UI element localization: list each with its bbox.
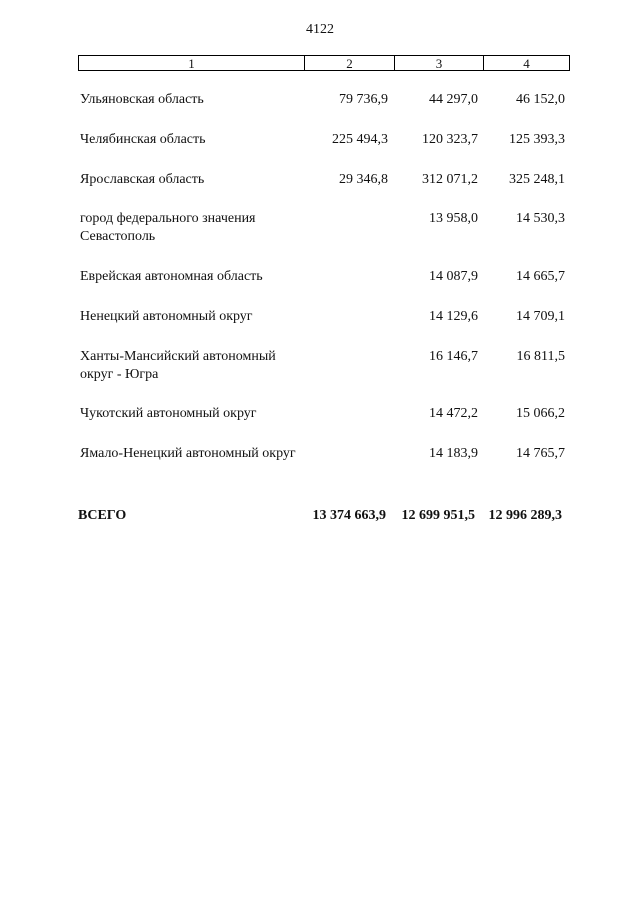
value-col-4: 14 709,1 [516,309,565,324]
value-col-4: 325 248,1 [509,172,565,187]
column-header-3: 3 [395,56,484,70]
region-name: Ярославская область [80,172,205,187]
value-col-3: 44 297,0 [429,92,478,107]
value-col-3: 120 323,7 [422,132,478,147]
value-col-2: 79 736,9 [339,92,388,107]
region-name: Ханты-Мансийский автономный округ - Югра [80,349,276,382]
column-header-1: 1 [79,56,305,70]
value-col-4: 16 811,5 [516,349,565,364]
value-col-4: 46 152,0 [516,92,565,107]
column-header-2: 2 [305,56,395,70]
value-col-3: 16 146,7 [429,349,478,364]
region-name: Ульяновская область [80,92,204,107]
value-col-4: 14 530,3 [516,211,565,226]
value-col-3: 13 958,0 [429,211,478,226]
region-name: Ямало-Ненецкий автономный округ [80,446,296,461]
value-col-3: 312 071,2 [422,172,478,187]
region-name: Чукотский автономный округ [80,406,257,421]
value-col-2: 29 346,8 [339,172,388,187]
value-col-3: 14 472,2 [429,406,478,421]
total-col-3: 12 699 951,5 [401,508,475,523]
value-col-3: 14 087,9 [429,269,478,284]
value-col-3: 14 129,6 [429,309,478,324]
value-col-3: 14 183,9 [429,446,478,461]
value-col-4: 14 665,7 [516,269,565,284]
value-col-4: 14 765,7 [516,446,565,461]
region-name: Челябинская область [80,132,206,147]
table-header [78,55,570,71]
region-name: Еврейская автономная область [80,269,263,284]
value-col-4: 125 393,3 [509,132,565,147]
value-col-4: 15 066,2 [516,406,565,421]
value-col-2: 225 494,3 [332,132,388,147]
total-col-4: 12 996 289,3 [488,508,562,523]
region-name: город федерального значения Севастополь [80,211,256,244]
total-label: ВСЕГО [78,508,127,523]
page-number: 4122 [306,22,334,37]
total-col-2: 13 374 663,9 [312,508,386,523]
region-name: Ненецкий автономный округ [80,309,253,324]
column-header-4: 4 [523,56,530,71]
